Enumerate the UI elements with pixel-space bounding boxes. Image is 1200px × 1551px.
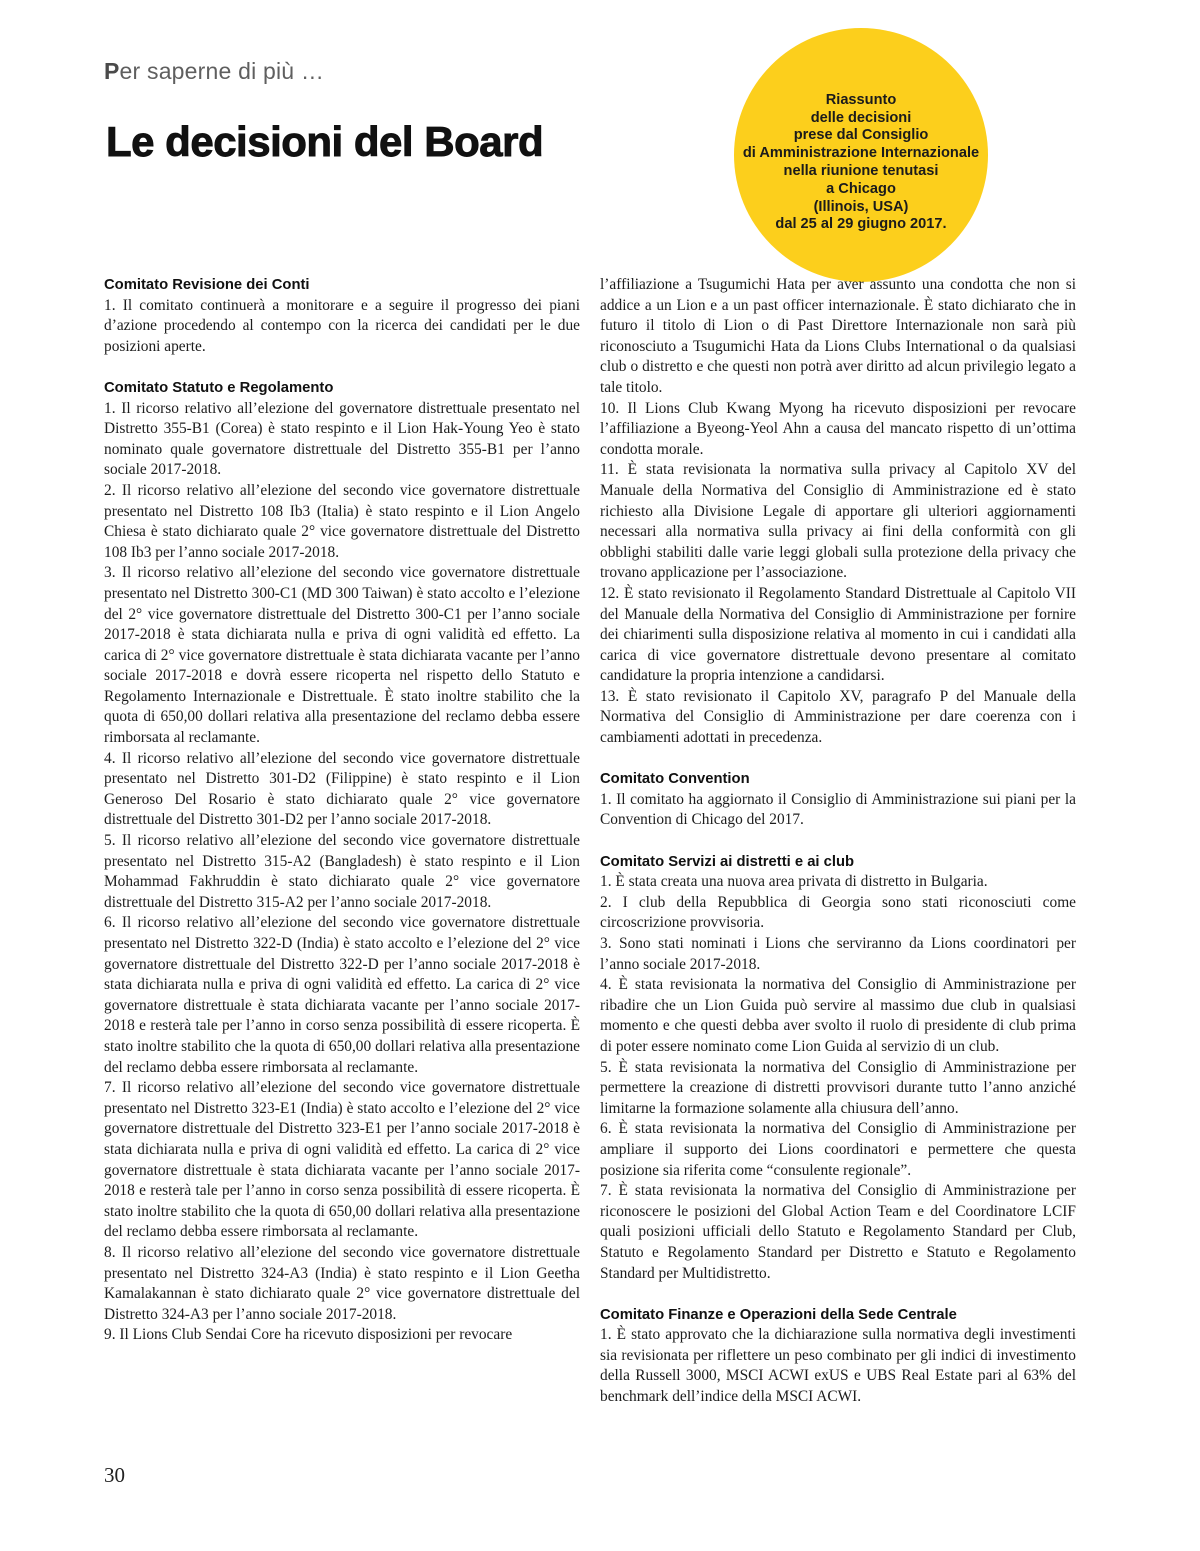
decision-paragraph: 6. Il ricorso relativo all’elezione del secondo vice governatore distrettuale presentato nel Distretto 322-D (India) è stato accolto e l’elezione del 2° vice governatore distrettuale del Distretto 322-D per l’anno sociale 2017-2018 è stata dichiarata nulla e priva di ogni validità ed effetto. La carica di 2° vice governatore distrettuale è stata dichiarata vacante per l’anno sociale 2017-2018 e resterà tale per l’anno in corso senza possibilità di essere ricoperta. È stato inoltre stabilito che la quota di 650,00 dollari relativa alla presentazione del reclamo debba essere rimborsata al reclamante. <box>104 914 580 1076</box>
badge-line: a Chicago <box>826 180 896 197</box>
committee-section <box>600 275 1076 749</box>
decision-paragraph: 13. È stato revisionato il Capitolo XV, paragrafo P del Manuale della Normativa del Consiglio di Amministrazione per dare coerenza con i cambiamenti adottati in precedenza. <box>600 687 1076 747</box>
decision-paragraph: 1. È stata creata una nuova area privata di distretto in Bulgaria. <box>600 873 988 891</box>
right-column <box>600 275 1076 1428</box>
badge-line: dal 25 al 29 giugno 2017. <box>775 216 947 233</box>
summary-badge-text <box>743 92 979 234</box>
decision-paragraph: 2. I club della Repubblica di Georgia sono stati riconosciuti come circoscrizione provvisoria. <box>600 893 1076 932</box>
decision-paragraph: 1. Il comitato continuerà a monitorare e a seguire il progresso dei piani d’azione procedendo al contempo con la ricerca dei candidati per le due posizioni aperte. <box>104 296 580 355</box>
decision-paragraph: 2. Il ricorso relativo all’elezione del secondo vice governatore distrettuale presentato nel Distretto 108 Ib3 (Italia) è stato respinto e il Lion Angelo Chiesa è stato dichiarato quale 2° vice governatore distrettuale del Distretto 108 Ib3 per l’anno sociale 2017-2018. <box>104 481 580 561</box>
decision-paragraph: 8. Il ricorso relativo all’elezione del secondo vice governatore distrettuale presentato nel Distretto 324-A3 (India) è stato respinto e il Lion Geetha Kamalakannan è stato dichiarato quale 2° vice governatore distrettuale del Distretto 324-A3 per l’anno sociale 2017-2018. <box>104 1243 580 1323</box>
kicker-initial: P <box>104 58 120 84</box>
decision-paragraph: 7. È stata revisionata la normativa del Consiglio di Amministrazione per riconoscere le posizioni del Global Action Team e del Coordinatore LCIF quali posizioni ufficiali dello Statuto e Regolamento Standard per Club, Statuto e Regolamento Standard per Distretto e Statuto e Regolamento Standard per Multidistretto. <box>600 1182 1076 1282</box>
decision-paragraph: 1. Il comitato ha aggiornato il Consiglio di Amministrazione sui piani per la Convention di Chicago del 2017. <box>600 790 1076 829</box>
section-heading: Comitato Revisione dei Conti <box>104 277 310 293</box>
decision-paragraph: 5. Il ricorso relativo all’elezione del secondo vice governatore distrettuale presentato nel Distretto 315-A2 (Bangladesh) è stato respinto e il Lion Mohammad Fakhruddin è stato dichiarato quale 2° vice governatore distrettuale del Distretto 315-A2 per l’anno sociale 2017-2018. <box>104 832 580 911</box>
section-heading: Comitato Finanze e Operazioni della Sede Centrale <box>600 1306 957 1323</box>
decision-paragraph: 12. È stato revisionato il Regolamento Standard Distrettuale al Capitolo VII del Manuale della Normativa del Consiglio di Amministrazione per fornire dei chiarimenti sulla disposizione relativa al momento in cui i candidati alla carica di vice governatore distrettuale devono presentare al comitato candidature la propria intenzione a candidarsi. <box>600 584 1076 685</box>
summary-badge <box>734 28 988 282</box>
section-heading: Comitato Servizi ai distretti e ai club <box>600 853 855 870</box>
decision-paragraph: 3. Sono stati nominati i Lions che serviranno da Lions coordinatori per l’anno sociale 2017-2018. <box>600 935 1076 973</box>
decision-paragraph: 11. È stata revisionata la normativa sulla privacy al Capitolo XV del Manuale della Normativa del Consiglio di Amministrazione ed è stato richiesto alla Divisione Legale di apportare gli ulteriori aggiornamenti necessari alla normativa sulla privacy ai fini della conformità con gli obblighi stabiliti dalle varie leggi globali sulla protezione della privacy che trovano applicazione per l’associazione. <box>600 461 1076 582</box>
committee-section <box>600 852 1076 1284</box>
decision-paragraph: 10. Il Lions Club Kwang Myong ha ricevuto disposizioni per revocare l’affiliazione a Byeong-Yeol Ahn a causa del mancato rispetto di un’ottima condotta morale. <box>600 399 1076 458</box>
badge-line: prese dal Consiglio <box>793 127 929 144</box>
section-heading: Comitato Statuto e Regolamento <box>104 379 334 396</box>
page-number: 30 <box>104 1463 125 1487</box>
committee-section <box>104 275 580 357</box>
committee-section <box>104 378 580 1346</box>
decision-paragraph: 1. Il ricorso relativo all’elezione del governatore distrettuale presentato nel Distretto 355-B1 (Corea) è stato respinto e il Lion Hak-Young Yeo è stato nominato quale governatore distrettuale del Distretto 355-B1 per l’anno sociale 2017-2018. <box>104 399 580 479</box>
decision-paragraph: 5. È stata revisionata la normativa del Consiglio di Amministrazione per permettere la creazione di distretti provvisori durante tutto l’anno anziché limitarne la formazione solamente alla chiusura dell’anno. <box>600 1058 1076 1117</box>
badge-line: nella riunione tenutasi <box>783 163 939 179</box>
decision-paragraph: 4. È stata revisionata la normativa del Consiglio di Amministrazione per ribadire che un Lion Guida può servire al massimo due club in qualsiasi momento e che questi debba aver svolto il ruolo di presidente di club prima di poter essere nominato come Lion Guida al servizio di un club. <box>600 976 1076 1055</box>
section-heading: Comitato Convention <box>600 771 750 788</box>
badge-line: di Amministrazione Internazionale <box>742 145 980 162</box>
decision-paragraph: 9. Il Lions Club Sendai Core ha ricevuto disposizioni per revocare <box>104 1326 513 1344</box>
decision-paragraph: 7. Il ricorso relativo all’elezione del secondo vice governatore distrettuale presentato nel Distretto 323-E1 (India) è stato accolto e l’elezione del 2° vice governatore distrettuale del Distretto 323-E1 per l’anno sociale 2017-2018 è stata dichiarata nulla e priva di ogni validità ed effetto. La carica di 2° vice governatore distrettuale è stata dichiarata vacante per l’anno sociale 2017-2018 e resterà tale per l’anno in corso senza possibilità di essere ricoperta. È stato inoltre stabilito che la quota di 650,00 dollari relativa alla presentazione del reclamo debba essere rimborsata al reclamante. <box>104 1079 580 1241</box>
left-column <box>104 275 580 1366</box>
badge-line: (Illinois, USA) <box>813 198 909 215</box>
section-kicker <box>104 58 324 85</box>
decision-paragraph: 6. È stata revisionata la normativa del Consiglio di Amministrazione per ampliare il supporto dei Lions coordinatori e permettere che questa posizione sia riferita come “consulente regionale”. <box>600 1120 1076 1179</box>
committee-section <box>600 1305 1076 1408</box>
committee-section <box>600 769 1076 831</box>
decision-paragraph: 3. Il ricorso relativo all’elezione del secondo vice governatore distrettuale presentato nel Distretto 300-C1 (MD 300 Taiwan) è stato accolto e l’elezione del 2° vice governatore distrettuale del Distretto 300-C1 per l’anno sociale 2017-2018 è stata dichiarata nulla e priva di ogni validità ed effetto. La carica di 2° vice governatore distrettuale è stata dichiarata vacante per l’anno sociale 2017-2018 e dovrà essere ricoperta nel rispetto dello Statuto e Regolamento Internazionale e Distrettuale. È stato inoltre stabilito che la quota di 650,00 dollari relativa alla presentazione del reclamo debba essere rimborsata al reclamante. <box>104 564 580 747</box>
kicker-text: er saperne di più … <box>119 58 325 84</box>
decision-paragraph: 4. Il ricorso relativo all’elezione del secondo vice governatore distrettuale presentato nel Distretto 301-D2 (Filippine) è stato respinto e il Lion Generoso Del Rosario è stato dichiarato quale 2° vice governatore distrettuale del Distretto 301-D2 per l’anno sociale 2017-2018. <box>104 749 580 829</box>
badge-line: delle decisioni <box>810 109 912 126</box>
decision-paragraph: 1. È stato approvato che la dichiarazione sulla normativa degli investimenti sia revisionata per riflettere un peso combinato per gli indici di investimento della Russell 3000, MSCI ACWI exUS e UBS Real Estate pari al 63% del benchmark dell’indice della MSCI ACWI. <box>600 1326 1076 1406</box>
badge-line: Riassunto <box>825 91 897 108</box>
decision-paragraph: l’affiliazione a Tsugumichi Hata per aver assunto una condotta che non si addice a un Lion e a un past officer internazionale. È stato dichiarato che in futuro il titolo di Lion o di Past Direttore Internazionale non sarà più riconosciuto a Tsugumichi Hata da Lions Clubs International o da qualsiasi club o distretto e che questi non potrà aver diritto ad alcun privilegio legato a tale titolo. <box>600 276 1076 396</box>
page-title: Le decisioni del Board <box>106 118 544 165</box>
